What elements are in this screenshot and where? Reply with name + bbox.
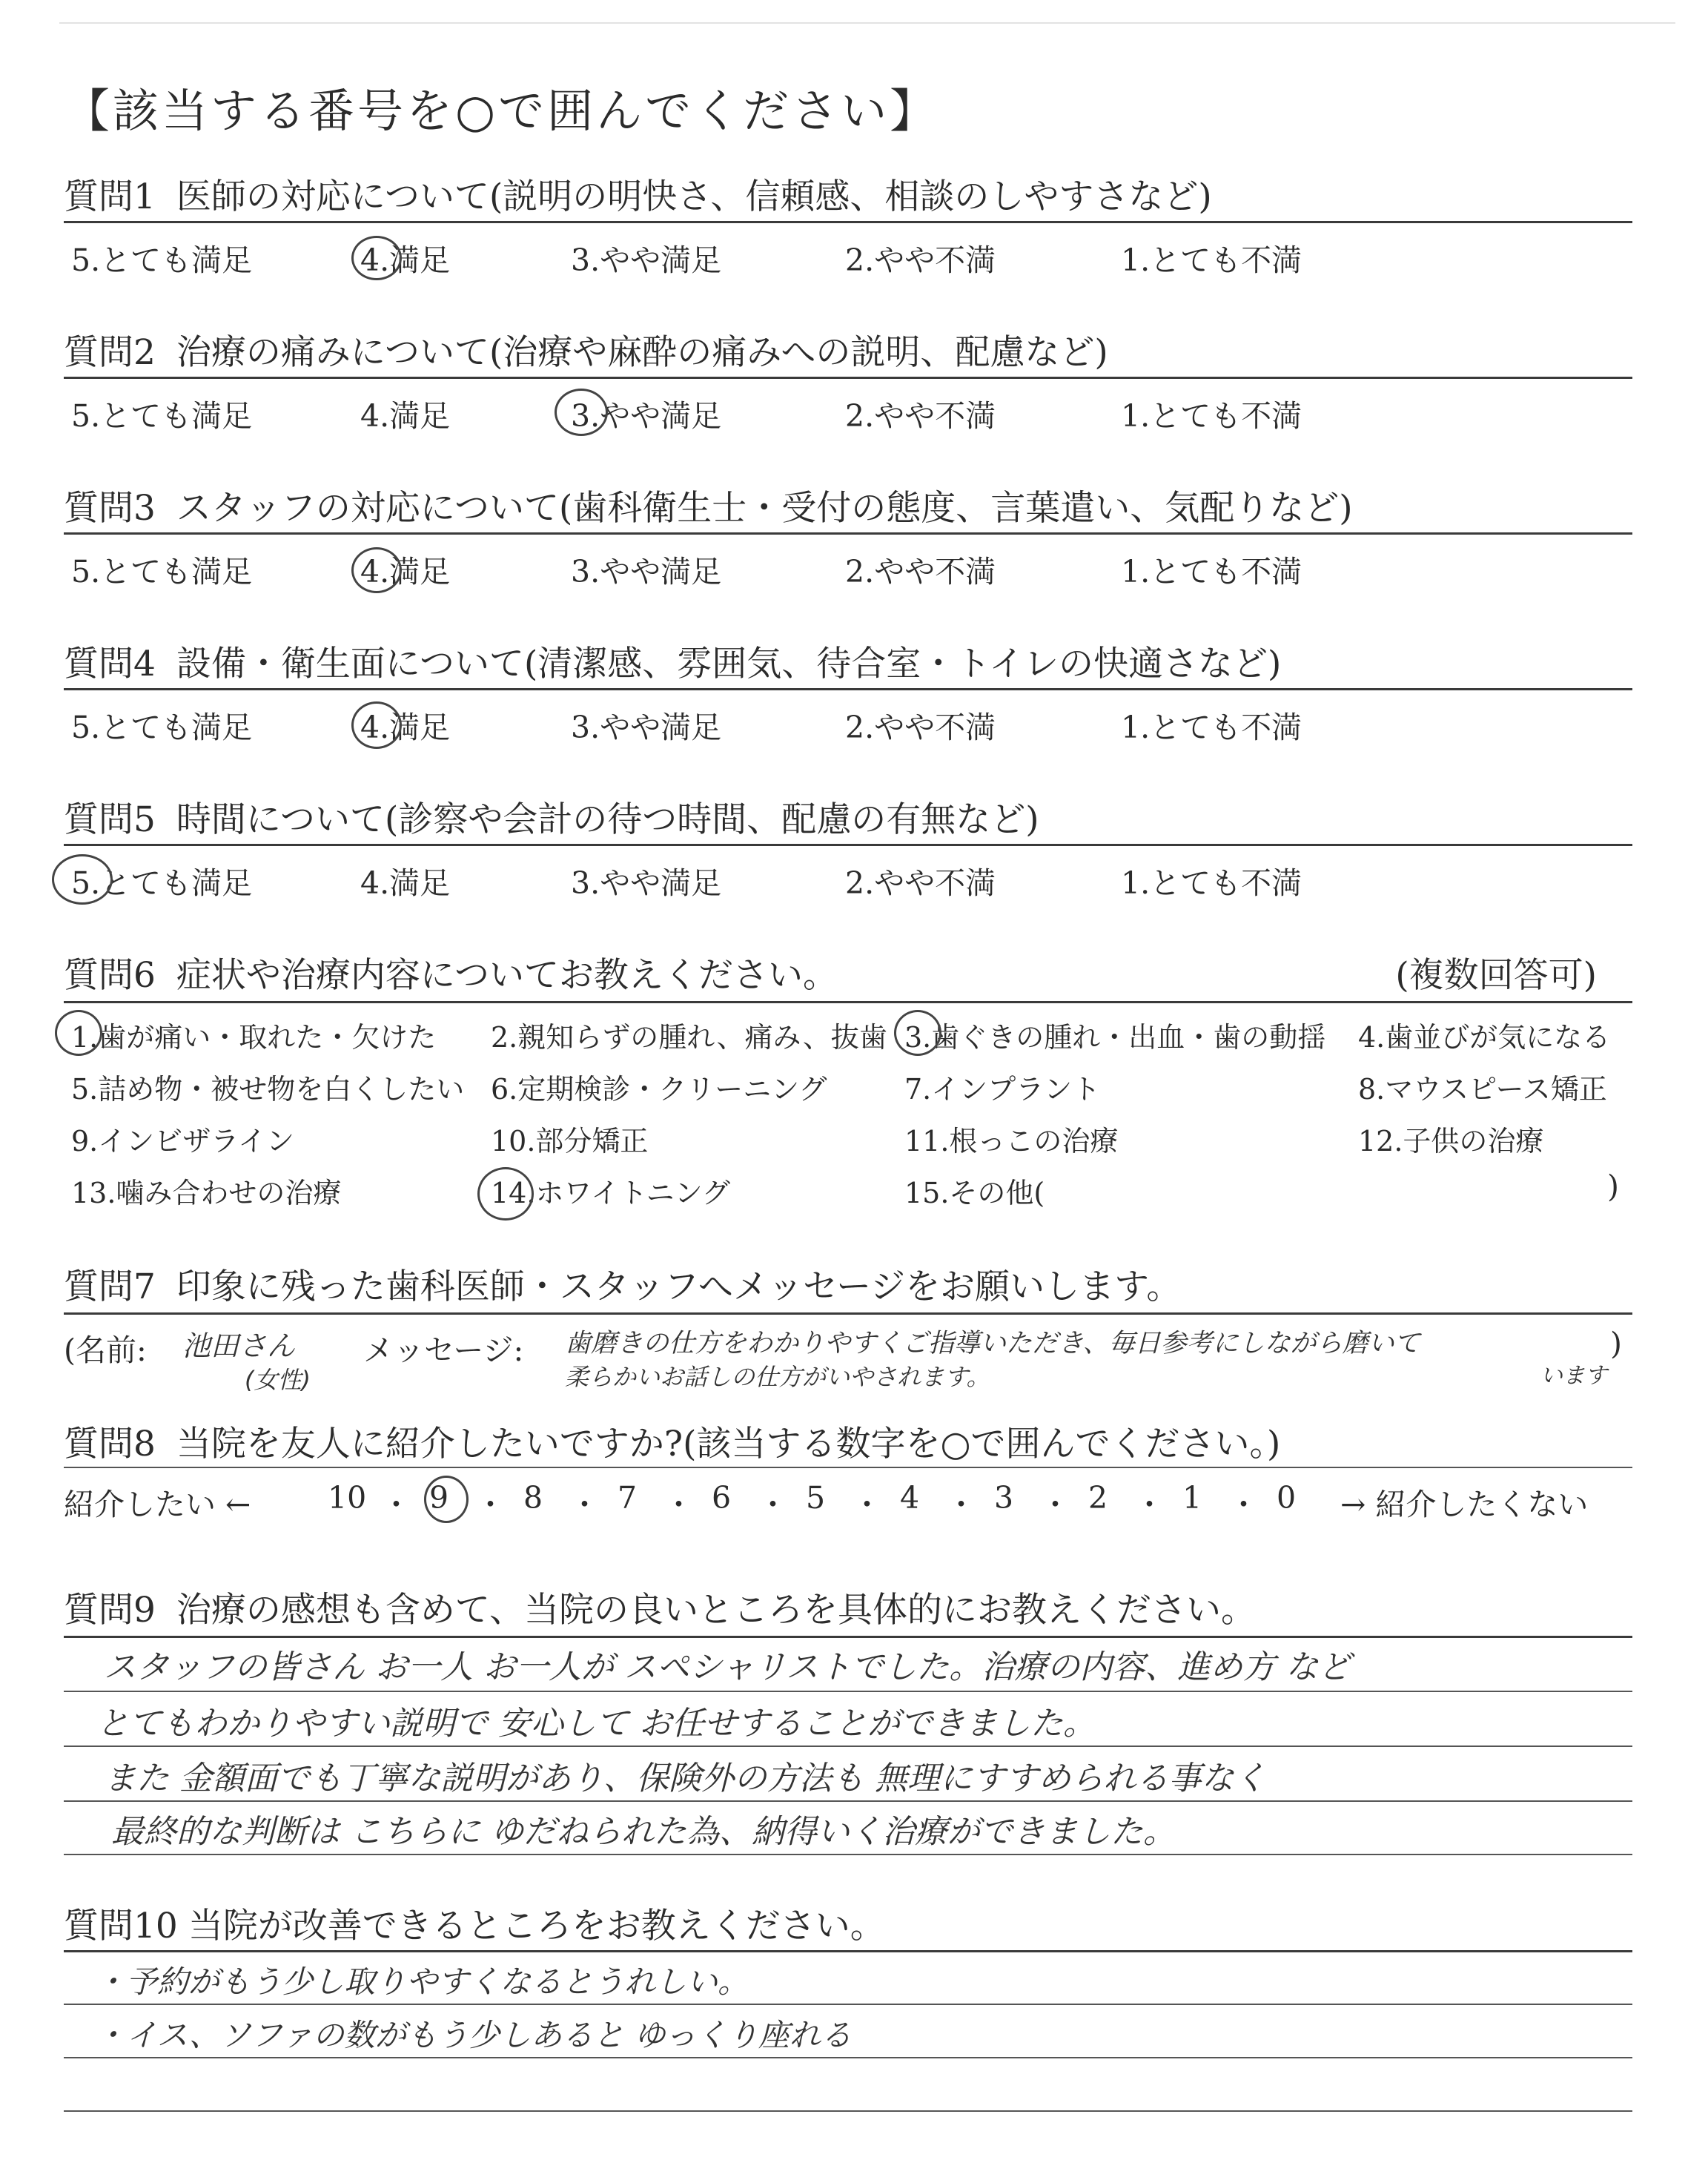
question-10-number: 質問10 xyxy=(64,1906,178,1946)
q4-option-2[interactable]: 2.やや不満 xyxy=(845,710,996,745)
q3-option-3[interactable]: 3.やや満足 xyxy=(571,554,722,589)
question-4-rule xyxy=(64,688,1632,690)
q5-option-2[interactable]: 2.やや不満 xyxy=(845,865,996,901)
q6-option-2[interactable]: 2.親知らずの腫れ、痛み、抜歯 xyxy=(491,1021,887,1054)
question-2-text: 治療の痛みについて(治療や麻酔の痛みへの説明、配慮など) xyxy=(176,332,1108,373)
question-8-text: 当院を友人に紹介したいですか?(該当する数字を○で囲んでください。) xyxy=(176,1424,1281,1464)
q5-option-5[interactable]: 5.とても満足 xyxy=(71,865,253,901)
q4-option-1[interactable]: 1.とても不満 xyxy=(1121,710,1302,745)
question-3-rule xyxy=(64,532,1632,535)
question-7-rule xyxy=(64,1312,1632,1315)
question-8-number: 質問8 xyxy=(64,1424,156,1464)
q6-option-11[interactable]: 11.根っこの治療 xyxy=(904,1125,1119,1157)
scale-separator: ・ xyxy=(946,1487,976,1522)
question-6-title xyxy=(64,948,838,997)
message-label: メッセージ: xyxy=(363,1332,524,1368)
question-7-text: 印象に残った歯科医師・スタッフへメッセージをお願いします。 xyxy=(176,1266,1182,1307)
q6-option-15[interactable]: 15.その他( xyxy=(904,1177,1045,1209)
question-6-text: 症状や治療内容についてお教えください。 xyxy=(176,955,838,996)
q9-handwritten-line-4: 最終的な判断は こちらに ゆだねられた為、納得いく治療ができました。 xyxy=(111,1813,1176,1851)
question-9-rule xyxy=(64,1636,1632,1638)
q3-option-5[interactable]: 5.とても満足 xyxy=(71,554,253,589)
question-7-title xyxy=(64,1259,1181,1309)
scale-value-6[interactable]: 6 xyxy=(712,1480,732,1516)
q6-option-6[interactable]: 6.定期検診・クリーニング xyxy=(491,1073,827,1106)
q10-handwritten-line-2: ・イス、ソファの数がもう少しあると ゆっくり座れる xyxy=(95,2017,852,2053)
scale-separator: ・ xyxy=(758,1487,788,1522)
scale-separator: ・ xyxy=(1134,1487,1165,1522)
q2-option-1[interactable]: 1.とても不満 xyxy=(1121,398,1302,434)
q5-option-1[interactable]: 1.とても不満 xyxy=(1121,865,1302,901)
q4-option-3[interactable]: 3.やや満足 xyxy=(571,710,722,745)
q9-line-3 xyxy=(64,1800,1632,1802)
question-6-rule xyxy=(64,1001,1632,1003)
q1-option-1[interactable]: 1.とても不満 xyxy=(1121,242,1302,278)
question-10-title xyxy=(64,1898,885,1948)
scale-value-2[interactable]: 2 xyxy=(1088,1480,1108,1516)
question-2-number: 質問2 xyxy=(64,332,156,373)
scale-value-1[interactable]: 1 xyxy=(1182,1480,1202,1516)
q6-option-9[interactable]: 9.インビザライン xyxy=(71,1125,295,1157)
handwritten-message-end: います xyxy=(1540,1363,1607,1389)
q9-handwritten-line-2: とてもわかりやすい説明で 安心して お任せすることができました。 xyxy=(96,1705,1096,1743)
q5-option-3[interactable]: 3.やや満足 xyxy=(571,865,722,901)
q5-option-4[interactable]: 4.満足 xyxy=(360,865,451,901)
q6-option-10[interactable]: 10.部分矯正 xyxy=(491,1125,649,1157)
q6-option-4[interactable]: 4.歯並びが気になる xyxy=(1358,1021,1611,1054)
question-2-title xyxy=(64,325,1108,374)
question-1-number: 質問1 xyxy=(64,176,156,217)
recommend-left-label: 紹介したい ← xyxy=(64,1487,251,1522)
scale-value-10[interactable]: 10 xyxy=(328,1480,367,1516)
question-2-rule xyxy=(64,377,1632,379)
q2-selected-circle xyxy=(555,389,608,436)
question-7-number: 質問7 xyxy=(64,1266,156,1307)
question-6-number: 質問6 xyxy=(64,955,156,996)
question-10-rule xyxy=(64,1950,1632,1952)
q10-handwritten-line-1: ・予約がもう少し取りやすくなるとうれしい。 xyxy=(95,1964,749,2000)
q4-option-4[interactable]: 4.満足 xyxy=(360,710,451,745)
q1-selected-circle xyxy=(351,236,402,280)
q6-option-14[interactable]: 14.ホワイトニング xyxy=(491,1177,731,1209)
q4-selected-circle xyxy=(351,701,402,749)
q6-option-7[interactable]: 7.インプラント xyxy=(904,1073,1101,1106)
q2-option-2[interactable]: 2.やや不満 xyxy=(845,398,996,434)
handwritten-message-line-2: 柔らかいお話しの仕方がいやされます。 xyxy=(565,1363,990,1391)
q3-option-4[interactable]: 4.満足 xyxy=(360,554,451,589)
question-5-rule xyxy=(64,844,1632,846)
question-5-title xyxy=(64,792,1039,842)
question-9-text: 治療の感想も含めて、当院の良いところを具体的にお教えください。 xyxy=(176,1590,1256,1631)
question-4-number: 質問4 xyxy=(64,644,156,684)
name-label: (名前: xyxy=(64,1332,147,1368)
q3-option-2[interactable]: 2.やや不満 xyxy=(845,554,996,589)
question-3-text: スタッフの対応について(歯科衛生士・受付の態度、言葉遣い、気配りなど) xyxy=(176,488,1353,529)
question-8-rule xyxy=(64,1467,1632,1468)
q1-option-3[interactable]: 3.やや満足 xyxy=(571,242,722,278)
question-5-text: 時間について(診察や会計の待つ時間、配慮の有無など) xyxy=(176,799,1039,840)
scale-separator: ・ xyxy=(569,1487,600,1522)
question-1-title xyxy=(64,169,1212,219)
q2-option-4[interactable]: 4.満足 xyxy=(360,398,451,434)
q4-option-5[interactable]: 5.とても満足 xyxy=(71,710,253,745)
scale-separator: ・ xyxy=(381,1487,411,1522)
scale-separator: ・ xyxy=(852,1487,882,1522)
q6-option-5[interactable]: 5.詰め物・被せ物を白くしたい xyxy=(71,1073,465,1106)
q2-option-5[interactable]: 5.とても満足 xyxy=(71,398,253,434)
q1-option-2[interactable]: 2.やや不満 xyxy=(845,242,996,278)
question-3-number: 質問3 xyxy=(64,488,156,529)
q10-line-2 xyxy=(64,2057,1632,2058)
q3-selected-circle xyxy=(351,547,402,593)
question-5-number: 質問5 xyxy=(64,799,156,840)
question-9-title xyxy=(64,1582,1256,1632)
q6-selected-circle-14 xyxy=(477,1167,534,1221)
q6-option-8[interactable]: 8.マウスピース矯正 xyxy=(1358,1073,1607,1106)
multiple-answers-note: (複数回答可) xyxy=(1395,955,1597,996)
q5-selected-circle xyxy=(52,854,113,905)
top-border xyxy=(59,22,1675,24)
scale-value-5[interactable]: 5 xyxy=(806,1480,826,1516)
q2-option-3[interactable]: 3.やや満足 xyxy=(571,398,722,434)
scale-separator: ・ xyxy=(475,1487,506,1522)
q9-line-2 xyxy=(64,1745,1632,1747)
scale-value-9[interactable]: 9 xyxy=(429,1480,449,1516)
message-close-paren: ) xyxy=(1610,1326,1622,1361)
q8-selected-circle xyxy=(424,1476,469,1523)
q6-selected-circle-3 xyxy=(894,1010,941,1056)
question-4-title xyxy=(64,636,1281,686)
question-10-text: 当院が改善できるところをお教えください。 xyxy=(188,1906,885,1946)
question-4-text: 設備・衛生面について(清潔感、雰囲気、待合室・トイレの快適さなど) xyxy=(176,644,1282,684)
handwritten-name: 池田さん xyxy=(182,1330,296,1362)
page-title: 【該当する番号を○で囲んでください】 xyxy=(64,84,939,138)
q6-option-3[interactable]: 3.歯ぐきの腫れ・出血・歯の動揺 xyxy=(904,1021,1326,1054)
scale-separator: ・ xyxy=(1228,1487,1259,1522)
handwritten-message-line-1: 歯磨きの仕方をわかりやすくご指導いただき、毎日参考にしながら磨いて xyxy=(565,1329,1420,1358)
q9-line-1 xyxy=(64,1691,1632,1692)
recommend-right-label: → 紹介したくない xyxy=(1340,1487,1589,1522)
q9-line-4 xyxy=(64,1854,1632,1855)
q1-option-5[interactable]: 5.とても満足 xyxy=(71,242,253,278)
scale-value-8[interactable]: 8 xyxy=(523,1480,543,1516)
handwritten-gender: (女性) xyxy=(245,1366,311,1394)
q10-line-3 xyxy=(64,2110,1632,2112)
q6-other-close-paren: ) xyxy=(1607,1169,1619,1204)
question-1-rule xyxy=(64,221,1632,223)
scale-separator: ・ xyxy=(1040,1487,1070,1522)
q6-selected-circle-1 xyxy=(55,1010,102,1056)
q9-handwritten-line-1: スタッフの皆さん お一人 お一人が スペシャリストでした。治療の内容、進め方 など xyxy=(104,1648,1351,1686)
scale-value-7[interactable]: 7 xyxy=(618,1480,638,1516)
q6-option-13[interactable]: 13.噛み合わせの治療 xyxy=(71,1177,342,1209)
scale-value-4[interactable]: 4 xyxy=(900,1480,920,1516)
question-1-text: 医師の対応について(説明の明快さ、信頼感、相談のしやすさなど) xyxy=(176,176,1212,217)
question-3-title xyxy=(64,480,1353,530)
q6-option-12[interactable]: 12.子供の治療 xyxy=(1358,1125,1544,1157)
q3-option-1[interactable]: 1.とても不満 xyxy=(1121,554,1302,589)
question-9-number: 質問9 xyxy=(64,1590,156,1631)
scale-value-3[interactable]: 3 xyxy=(994,1480,1014,1516)
q1-option-4[interactable]: 4.満足 xyxy=(360,242,451,278)
q9-handwritten-line-3: また 金額面でも丁寧な説明があり、保険外の方法も 無理にすすめられる事なく xyxy=(104,1760,1267,1797)
scale-separator: ・ xyxy=(663,1487,694,1522)
question-8-title xyxy=(64,1416,1280,1466)
q6-option-1[interactable]: 1.歯が痛い・取れた・欠けた xyxy=(71,1021,437,1054)
scale-value-0[interactable]: 0 xyxy=(1277,1480,1297,1516)
q10-line-1 xyxy=(64,2004,1632,2005)
